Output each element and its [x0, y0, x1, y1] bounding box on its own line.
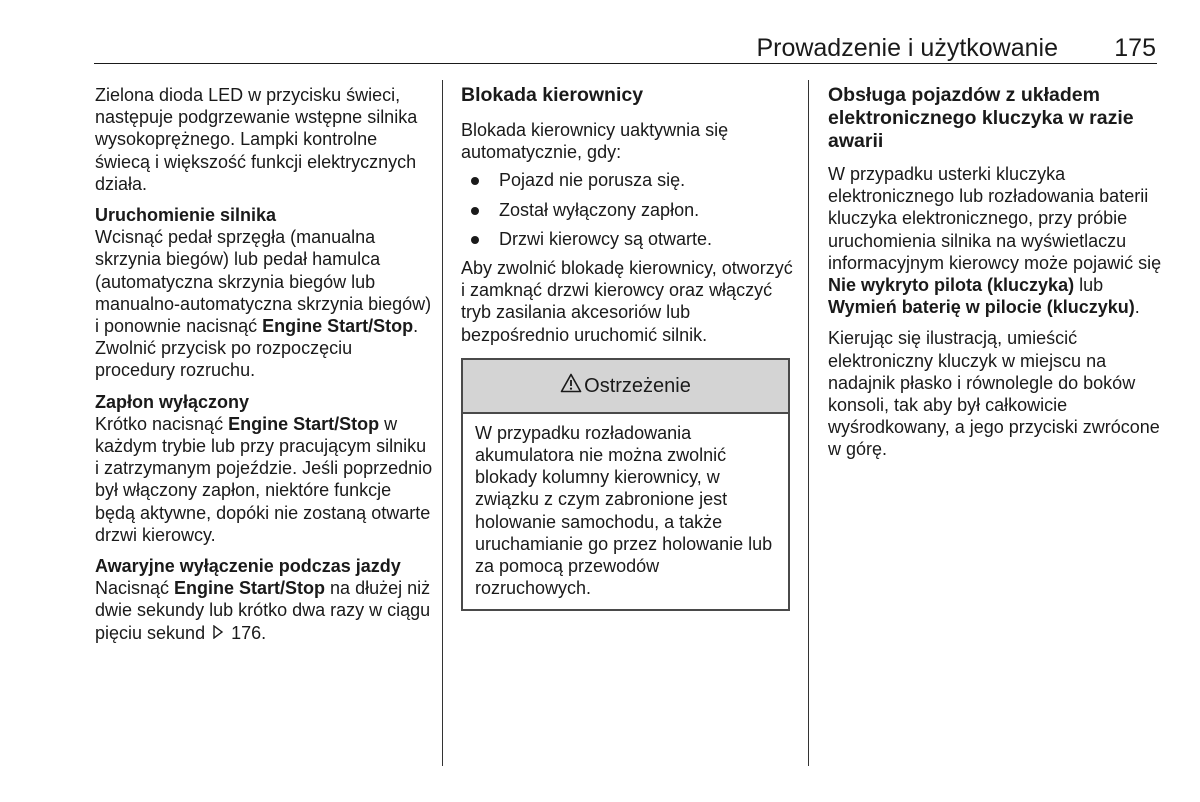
column-2	[461, 84, 796, 611]
list-item: Został wyłączony zapłon.	[461, 199, 796, 221]
ignition-off-paragraph: Krótko nacisnąć Engine Start/Stop w każdym trybie lub przy pracującym silniku i zatrzymanym pojeździe. Jeśli poprzednio był włączony zapłon, niektóre funkcje będą aktywne, dopóki nie zostaną otwarte drzwi kierowcy.	[95, 413, 433, 545]
list-item: Drzwi kierowcy są otwarte.	[461, 228, 796, 250]
emergency-key-paragraph-1: W przypadku usterki kluczyka elektronicznego lub rozładowania baterii kluczyka elektronicznego, przy próbie uruchomienia silnika na wyświetlaczu informacyjnym kierowcy może pojawić się Nie wykryto pilota (kluczyka) lub Wymień baterię w pilocie (kluczyku).	[828, 164, 1162, 318]
steering-lock-heading: Blokada kierownicy	[461, 84, 644, 106]
emergency-key-heading: Obsługa pojazdów z układem elektronicznego kluczyka w razie awarii	[828, 84, 1134, 152]
page-number: 175	[1114, 34, 1156, 62]
warning-triangle-icon	[560, 373, 584, 398]
engine-start-heading: Uruchomienie silnika	[95, 205, 277, 226]
warning-header	[463, 360, 788, 414]
steering-lock-intro: Blokada kierownicy uaktywnia się automatycznie, gdy:	[461, 120, 729, 163]
page-header-title: Prowadzenie i użytkowanie	[756, 34, 1058, 62]
page-reference-link[interactable]: 176.	[231, 622, 267, 643]
column-1	[95, 84, 435, 644]
replace-battery-message: Wymień baterię w pilocie (kluczyku)	[828, 297, 1135, 318]
column-divider-1	[442, 80, 443, 766]
column-divider-2	[808, 80, 809, 766]
key-not-detected-message: Nie wykryto pilota (kluczyka)	[828, 275, 1075, 296]
ignition-off-heading: Zapłon wyłączony	[95, 391, 250, 412]
engine-start-stop-label: Engine Start/Stop	[174, 578, 326, 599]
steering-lock-release-paragraph: Aby zwolnić blokadę kierownicy, otworzyć i zamknąć drzwi kierowcy oraz włączyć tryb zasilania akcesoriów lub bezpośrednio uruchomić silnik.	[461, 258, 793, 345]
emergency-shutdown-paragraph: Nacisnąć Engine Start/Stop na dłużej niż dwie sekundy lub krótko dwa razy w ciągu pięciu sekund 176.	[95, 578, 431, 643]
warning-text: W przypadku rozładowania akumulatora nie można zwolnić blokady kolumny kierownicy, w związku z czym zabronione jest holowanie samochodu, a także uruchamianie go przez holowanie lub za pomocą przewodów rozruchowych.	[475, 422, 773, 599]
warning-box	[461, 358, 790, 612]
engine-start-stop-label: Engine Start/Stop	[228, 413, 380, 434]
intro-paragraph: Zielona dioda LED w przycisku świeci, następuje podgrzewanie wstępne silnika wysokoprężnego. Lampki kontrolne świecą i większość funkcji elektrycznych działa.	[95, 85, 418, 194]
list-item: Pojazd nie porusza się.	[461, 169, 796, 191]
emergency-shutdown-heading: Awaryjne wyłączenie podczas jazdy	[95, 556, 401, 577]
engine-start-stop-label: Engine Start/Stop	[262, 316, 414, 337]
column-3	[828, 84, 1164, 461]
engine-start-paragraph: Wcisnąć pedał sprzęgła (manualna skrzynia biegów) lub pedał hamulca (automatyczna skrzynia biegów lub manualno-automatyczna skrzynia biegów) i ponownie nacisnąć Engine Start/Stop. Zwolnić przycisk po rozpoczęciu procedury rozruchu.	[95, 227, 432, 381]
steering-lock-conditions-list	[461, 169, 796, 250]
warning-title: Ostrzeżenie	[584, 374, 691, 397]
header-divider	[94, 63, 1157, 64]
page-reference-arrow-icon	[210, 622, 226, 644]
emergency-key-paragraph-2: Kierując się ilustracją, umieścić elektroniczny kluczyk w miejscu na nadajnik płasko i równolegle do boków konsoli, tak aby był całkowicie wyśrodkowany, a jego przyciski zwrócone w górę.	[828, 328, 1160, 460]
